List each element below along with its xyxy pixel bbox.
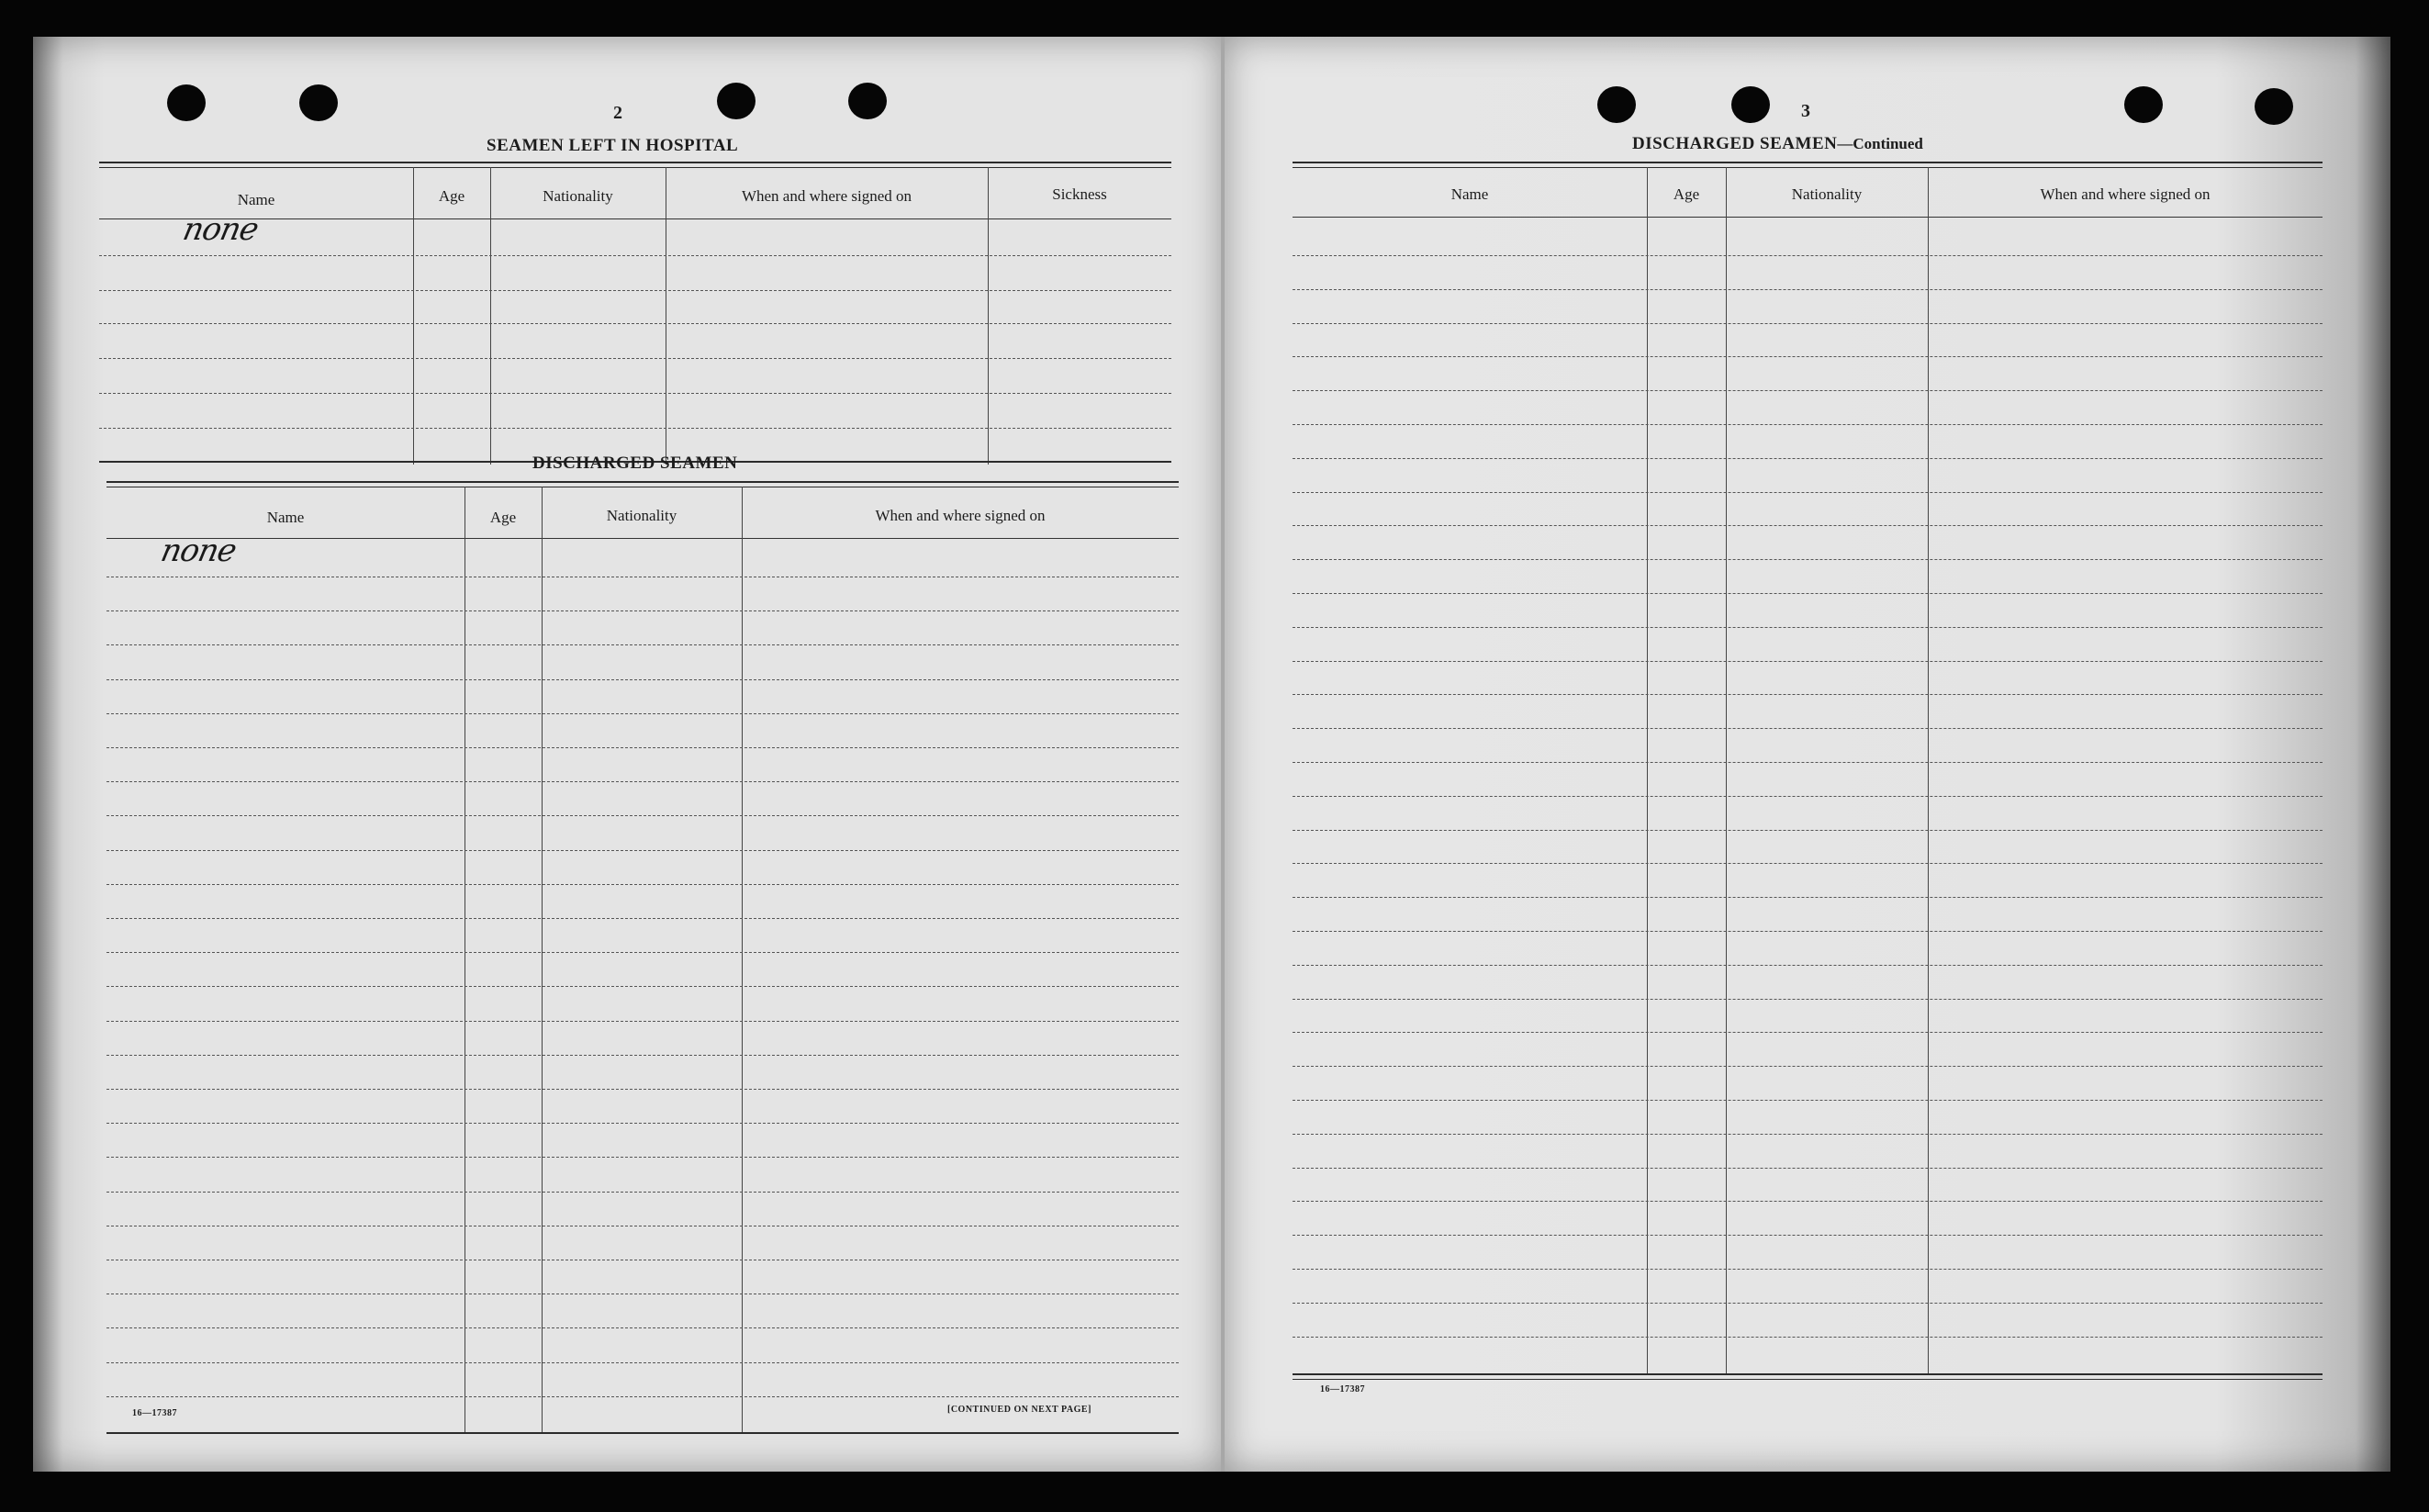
row-line (1293, 424, 2323, 425)
row-line (1293, 999, 2323, 1000)
row-line (106, 815, 1179, 816)
continued-note: [CONTINUED ON NEXT PAGE] (947, 1405, 1091, 1415)
discharged-table (106, 481, 1179, 1438)
form-number: 16—17387 (1320, 1384, 1365, 1394)
row-line (1293, 1303, 2323, 1304)
row-line (106, 1055, 1179, 1056)
row-line (1293, 255, 2323, 256)
column-header-signed-on: When and where signed on (875, 507, 1046, 524)
column-header-signed-on: When and where signed on (2040, 185, 2211, 203)
row-line (106, 986, 1179, 987)
page-number: 3 (1801, 101, 1810, 121)
row-line (106, 1123, 1179, 1124)
row-line (1293, 559, 2323, 560)
row-line (1293, 289, 2323, 290)
row-line (106, 1157, 1179, 1158)
row-line (1293, 1032, 2323, 1033)
column-header-age: Age (438, 187, 465, 205)
row-line (106, 610, 1179, 611)
row-line (106, 644, 1179, 645)
handwritten-entry: none (179, 211, 262, 248)
punch-hole (167, 84, 206, 121)
column-header-name: Name (266, 509, 305, 526)
row-line (1293, 1134, 2323, 1135)
punch-hole (2255, 88, 2293, 125)
row-line (106, 1362, 1179, 1363)
form-number: 16—17387 (132, 1408, 177, 1418)
row-line (1293, 593, 2323, 594)
discharged-continued-table (1293, 162, 2323, 1412)
row-line (106, 918, 1179, 919)
column-header-name: Name (1450, 185, 1489, 203)
column-header-sickness: Sickness (1052, 185, 1107, 203)
hospital-section-title: SEAMEN LEFT IN HOSPITAL (487, 136, 739, 155)
row-line (106, 1327, 1179, 1328)
row-line (1293, 492, 2323, 493)
punch-hole (1597, 86, 1636, 123)
row-line (1293, 1066, 2323, 1067)
punch-hole (299, 84, 338, 121)
column-header-nationality: Nationality (606, 507, 677, 524)
row-line (1293, 863, 2323, 864)
row-line (1293, 356, 2323, 357)
row-line (1293, 1168, 2323, 1169)
punch-hole (717, 83, 756, 119)
row-line (106, 1192, 1179, 1193)
row-line (1293, 965, 2323, 966)
row-line (106, 1396, 1179, 1397)
row-line (1293, 762, 2323, 763)
row-line (1293, 323, 2323, 324)
punch-hole (848, 83, 887, 119)
row-line (1293, 1201, 2323, 1202)
handwritten-entry: none (157, 532, 240, 569)
row-line (1293, 661, 2323, 662)
discharged-section-title: DISCHARGED SEAMEN (532, 454, 738, 473)
punch-hole (2124, 86, 2163, 123)
row-line (1293, 1235, 2323, 1236)
column-header-signed-on: When and where signed on (741, 187, 912, 205)
row-line (1293, 897, 2323, 898)
row-line (1293, 694, 2323, 695)
column-header-age: Age (1673, 185, 1700, 203)
row-line (1293, 1100, 2323, 1101)
row-line (1293, 796, 2323, 797)
row-line (1293, 830, 2323, 831)
page-number: 2 (613, 103, 622, 123)
row-line (1293, 931, 2323, 932)
hospital-table (99, 162, 1171, 468)
punch-hole (1731, 86, 1770, 123)
row-line (106, 747, 1179, 748)
row-line (1293, 728, 2323, 729)
row-line (106, 781, 1179, 782)
left-page (33, 37, 1223, 1472)
row-line (106, 713, 1179, 714)
row-line (106, 1089, 1179, 1090)
row-line (106, 679, 1179, 680)
row-line (106, 850, 1179, 851)
row-line (1293, 1269, 2323, 1270)
row-line (1293, 458, 2323, 459)
right-page (1225, 37, 2390, 1472)
row-line (1293, 525, 2323, 526)
row-line (106, 952, 1179, 953)
row-line (1293, 390, 2323, 391)
column-header-nationality: Nationality (1791, 185, 1863, 203)
row-line (1293, 1337, 2323, 1338)
column-header-age: Age (489, 509, 517, 526)
column-header-nationality: Nationality (543, 187, 613, 205)
column-header-name: Name (237, 191, 275, 208)
discharged-continued-title: DISCHARGED SEAMEN—Continued (1632, 134, 1923, 153)
row-line (1293, 627, 2323, 628)
row-line (106, 884, 1179, 885)
row-line (106, 1021, 1179, 1022)
